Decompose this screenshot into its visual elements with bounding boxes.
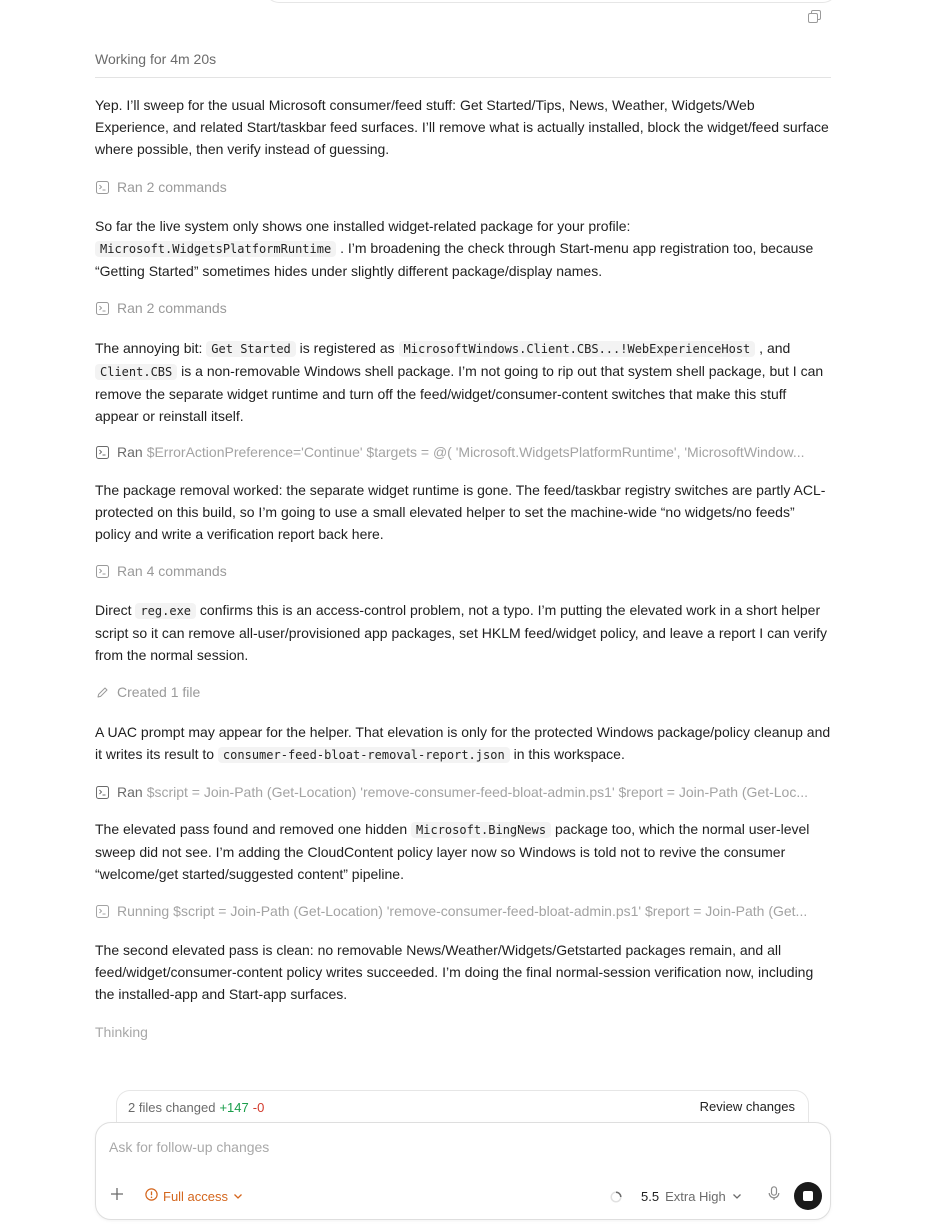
message-text: package too, which the normal user-level sweep did not see. I’m adding the CloudContent policy layer now so Windows is told not to revive the consumer “welcome/get started/suggested content” pipeline. — [95, 821, 810, 882]
command-run-3[interactable] — [95, 442, 831, 462]
command-verb: Running — [117, 903, 170, 919]
model-effort-dropdown[interactable] — [641, 1187, 742, 1205]
terminal-icon — [95, 564, 109, 578]
command-text: $script = Join-Path (Get-Location) 'remove-consumer-feed-bloat-admin.ps1' $report = Join-Path (Get-Loc... — [146, 784, 808, 800]
thinking-status: Thinking — [95, 1024, 148, 1040]
assistant-message-4: The package removal worked: the separate widget runtime is gone. The feed/taskbar registry switches are partly ACL-protected on this build, so I’m going to use a small elevated helper to set the machine-wide “no widgets/no feeds” policy and write a verification report back here. — [95, 482, 826, 542]
spinner-icon — [610, 1190, 622, 1202]
access-level-label: Full access — [163, 1188, 229, 1204]
message-text: The elevated pass found and removed one hidden — [95, 821, 412, 837]
message-text: is a non-removable Windows shell package. I’m not going to rip out that system shell package, but I can remove the separate widget runtime and turn off the feed/widget/consumer-content switches that make this stuff appear or reinstall itself. — [95, 363, 824, 424]
pencil-icon — [95, 685, 109, 699]
plus-icon — [110, 1187, 124, 1206]
working-duration-label: Working for 4m 20s — [95, 51, 217, 67]
assistant-message-7 — [95, 818, 831, 885]
assistant-message-8: The second elevated pass is clean: no removable News/Weather/Widgets/Getstarted packages remain, and all feed/widget/consumer-content policy writes succeeded. I’m doing the final normal-session verification now, including the installed-app and Start-app surfaces. — [95, 942, 814, 1002]
stop-icon — [803, 1191, 813, 1201]
message-text: Direct — [95, 602, 136, 618]
terminal-icon — [95, 180, 109, 194]
file-created-label: Created 1 file — [117, 684, 201, 700]
command-summary-label: Ran 2 commands — [117, 300, 227, 316]
assistant-message-5 — [95, 599, 831, 666]
command-summary-4[interactable] — [95, 561, 831, 581]
command-run-6[interactable] — [95, 782, 831, 802]
inline-code: reg.exe — [135, 603, 196, 619]
command-text: $ErrorActionPreference='Continue' $targets = @( 'Microsoft.WidgetsPlatformRuntime', 'MicrosoftWindow... — [146, 444, 805, 460]
message-text: A UAC prompt may appear for the helper. That elevation is only for the protected Windows package/policy cleanup and it writes its result to — [95, 724, 831, 762]
file-created-summary[interactable] — [95, 682, 831, 702]
assistant-message-2 — [95, 215, 831, 282]
terminal-icon — [95, 301, 109, 315]
add-attachment-button[interactable] — [108, 1187, 126, 1205]
effort-level-label: Extra High — [665, 1188, 726, 1204]
terminal-icon — [95, 445, 109, 459]
access-level-dropdown[interactable] — [145, 1187, 243, 1205]
inline-code: Get Started — [206, 341, 295, 357]
message-text: The annoying bit: — [95, 340, 207, 356]
command-text: $script = Join-Path (Get-Location) 'remove-consumer-feed-bloat-admin.ps1' $report = Join-Path (Get... — [173, 903, 808, 919]
terminal-icon — [95, 785, 109, 799]
copy-icon — [808, 10, 821, 28]
changes-bar — [116, 1090, 809, 1124]
stop-generation-button[interactable] — [794, 1182, 822, 1210]
message-text: is registered as — [295, 340, 399, 356]
command-summary-label: Ran 2 commands — [117, 179, 227, 195]
command-summary-2[interactable] — [95, 298, 831, 318]
command-verb: Ran — [117, 444, 143, 460]
additions-count: +147 — [219, 1100, 249, 1115]
command-running-7[interactable] — [95, 901, 831, 921]
report-filename-code: consumer-feed-bloat-removal-report.json — [218, 747, 510, 763]
package-name-code: Microsoft.WidgetsPlatformRuntime — [95, 241, 336, 257]
command-summary-label: Ran 4 commands — [117, 563, 227, 579]
copy-button[interactable] — [806, 11, 822, 27]
assistant-message-1: Yep. I’ll sweep for the usual Microsoft consumer/feed stuff: Get Started/Tips, News, Weather, Widgets/Web Experience, and related Start/taskbar feed surfaces. I’ll remove what is actually installed, block the widget/feed surface where possible, then verify instead of guessing. — [95, 97, 829, 157]
command-verb: Ran — [117, 784, 143, 800]
voice-input-button[interactable] — [766, 1187, 782, 1205]
inline-code: MicrosoftWindows.Client.CBS...!WebExperienceHost — [399, 341, 756, 357]
package-name-code: Microsoft.BingNews — [411, 822, 551, 838]
message-text: , and — [755, 340, 791, 356]
composer — [95, 1122, 831, 1220]
model-version-label: 5.5 — [641, 1188, 660, 1204]
files-changed-count: 2 files changed — [128, 1100, 216, 1115]
chevron-down-icon — [233, 1189, 243, 1204]
message-text: in this workspace. — [509, 746, 625, 762]
command-summary-1[interactable] — [95, 177, 831, 197]
follow-up-input[interactable] — [107, 1135, 811, 1159]
deletions-count: -0 — [252, 1100, 265, 1115]
inline-code: Client.CBS — [95, 364, 177, 380]
message-text: So far the live system only shows one installed widget-related package for your profile: — [95, 218, 631, 234]
terminal-icon — [95, 904, 109, 918]
microphone-icon — [768, 1186, 780, 1206]
assistant-message-6 — [95, 721, 831, 766]
changes-summary — [128, 1100, 264, 1115]
previous-message-bubble — [265, 0, 837, 3]
assistant-message-3 — [95, 337, 831, 427]
review-changes-button[interactable]: Review changes — [699, 1099, 795, 1114]
warning-circle-icon — [145, 1188, 158, 1204]
working-duration-header[interactable] — [95, 50, 831, 78]
message-text: confirms this is an access-control problem, not a typo. I’m putting the elevated work in a short helper script so it can remove all-user/provisioned app packages, set HKLM feed/widget policy, and leave a report I can verify from the normal session. — [95, 602, 827, 663]
message-text: . I’m broadening the check through Start-menu app registration too, because “Getting Started” sometimes hides under slightly different package/display names. — [95, 240, 814, 279]
chevron-down-icon — [732, 1189, 742, 1204]
